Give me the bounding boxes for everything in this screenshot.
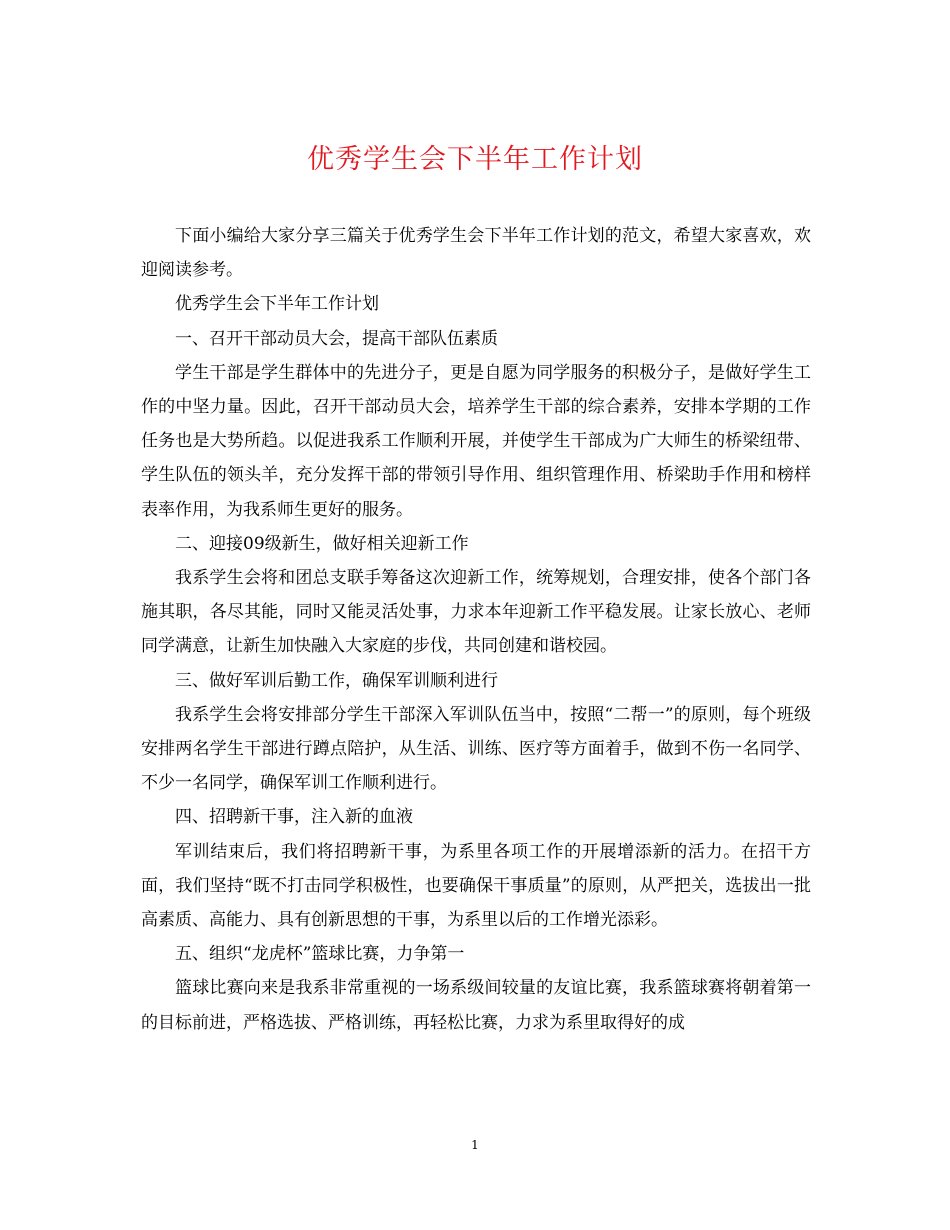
section-2-heading: 二、迎接09级新生，做好相关迎新工作 — [175, 533, 469, 554]
section-1-heading: 一、召开干部动员大会，提高干部队伍素质 — [175, 328, 498, 349]
section-5-heading: 五、组织“龙虎杯”篮球比赛，力争第一 — [175, 944, 465, 965]
document-title: 优秀学生会下半年工作计划 — [307, 144, 643, 175]
section-5-paragraph: 篮球比赛向来是我系非常重视的一场系级间较量的友谊比赛，我系篮球赛将朝着第一的目标前进，严格选拔、严格训练，再轻松比赛，力求为系里取得好的成 — [141, 978, 811, 1033]
section-1-paragraph: 学生干部是学生群体中的先进分子，更是自愿为同学服务的积极分子，是做好学生工作的中坚力量。因此，召开干部动员大会，培养学生干部的综合素养，安排本学期的工作任务也是大势所趋。以促进我系工作顺利开展，并使学生干部成为广大师生的桥梁纽带、学生队伍的领头羊，充分发挥干部的带领引导作用、组织管理作用、桥梁助手作用和榜样表率作用，为我系师生更好的服务。 — [141, 362, 811, 520]
section-4-paragraph: 军训结束后，我们将招聘新干事，为系里各项工作的开展增添新的活力。在招干方面，我们坚持“既不打击同学积极性，也要确保干事质量”的原则，从严把关，选拔出一批高素质、高能力、具有创新思想的干事，为系里以后的工作增光添彩。 — [141, 841, 811, 931]
section-heading: 优秀学生会下半年工作计划 — [175, 294, 379, 315]
page-number: 1 — [471, 1138, 479, 1152]
section-3-heading: 三、做好军训后勤工作，确保军训顺利进行 — [175, 670, 498, 691]
intro-paragraph: 下面小编给大家分享三篇关于优秀学生会下半年工作计划的范文，希望大家喜欢，欢迎阅读参考。 — [141, 226, 811, 281]
section-2-paragraph: 我系学生会将和团总支联手筹备这次迎新工作，统筹规划，合理安排，使各个部门各施其职，各尽其能，同时又能灵活处事，力求本年迎新工作平稳发展。让家长放心、老师同学满意，让新生加快融入大家庭的步伐，共同创建和谐校园。 — [141, 568, 811, 657]
document-body — [141, 219, 811, 1040]
section-3-paragraph: 我系学生会将安排部分学生干部深入军训队伍当中，按照“二帮一”的原则，每个班级安排两名学生干部进行蹲点陪护，从生活、训练、医疗等方面着手，做到不伤一名同学、不少一名同学，确保军训工作顺利进行。 — [141, 704, 811, 794]
section-4-heading: 四、招聘新干事，注入新的血液 — [175, 807, 413, 828]
